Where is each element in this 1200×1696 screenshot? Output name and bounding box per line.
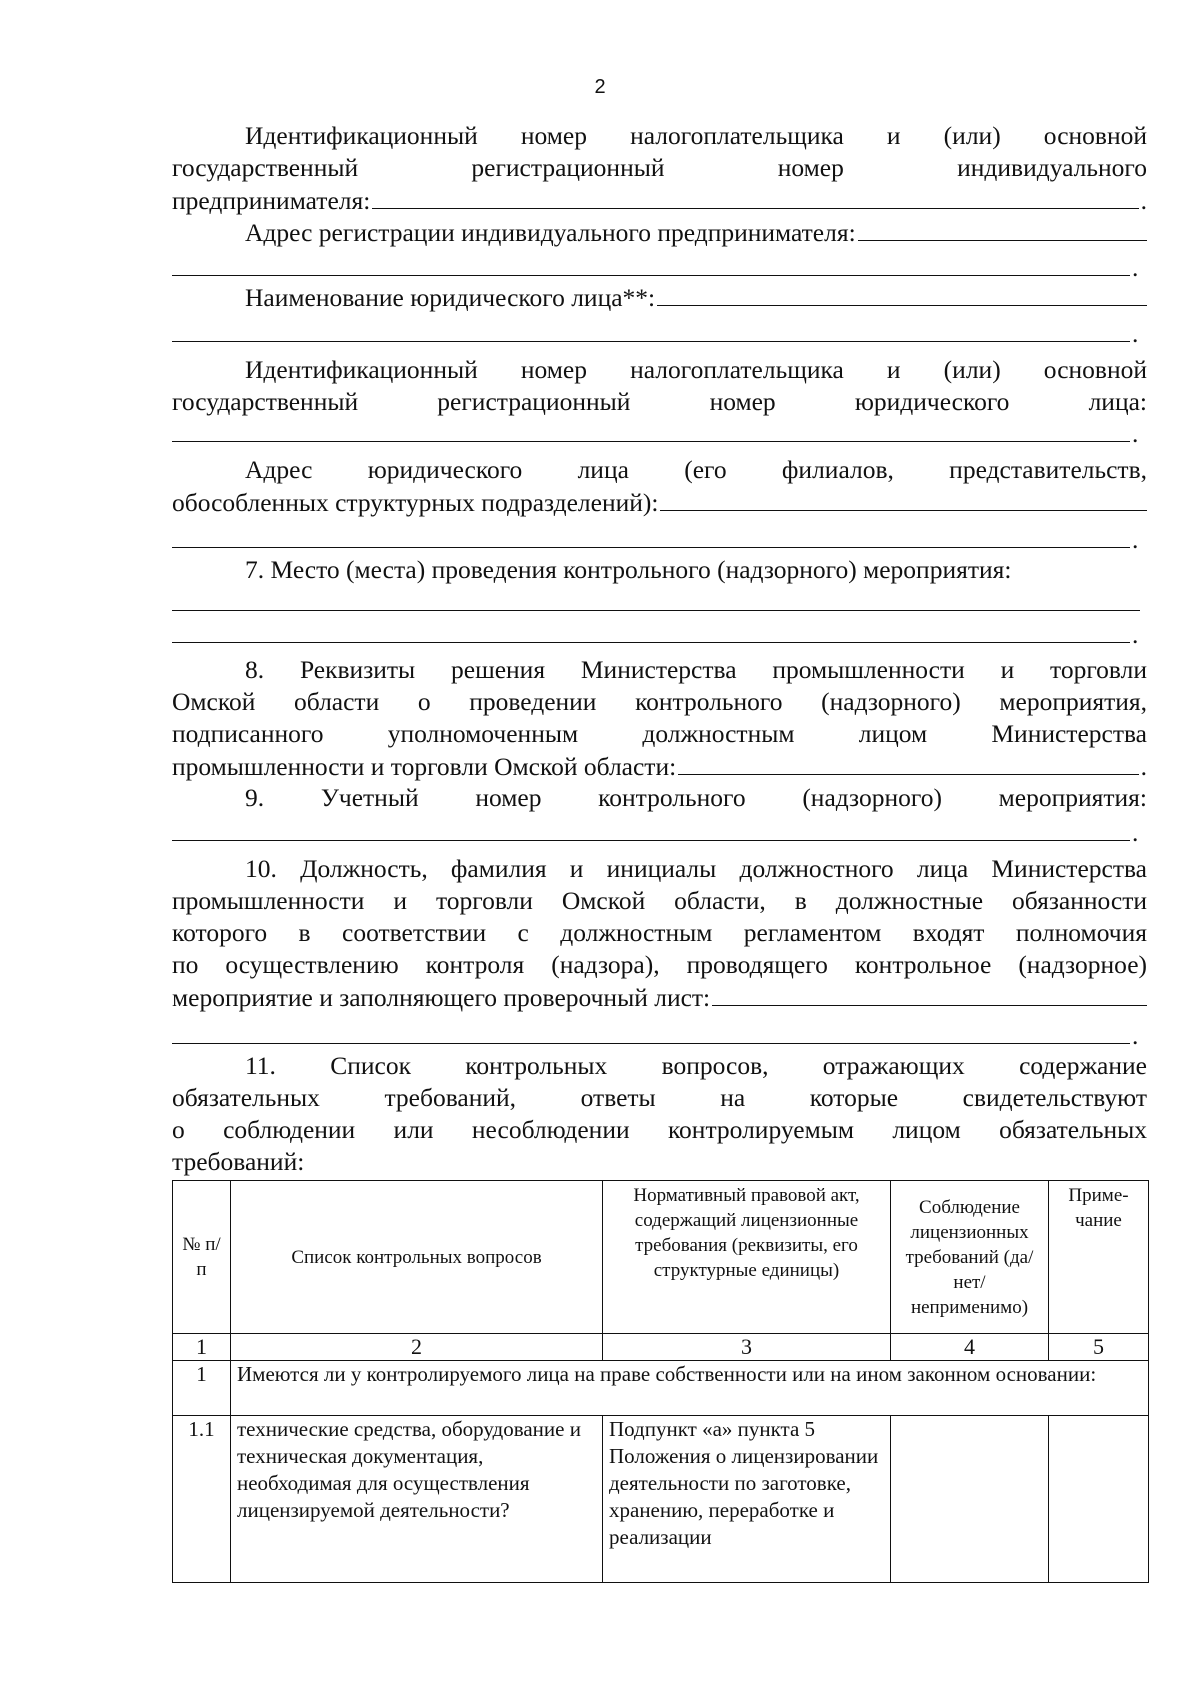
period: . (1132, 253, 1139, 282)
table-header-row (173, 1181, 1149, 1334)
item-7-blank-2[interactable] (172, 642, 1130, 643)
item-11-label-line1: 11. Список контрольных вопросов, отражающих содержание (245, 1051, 1147, 1080)
le-name-blank-2[interactable] (172, 341, 1130, 342)
period: . (1140, 752, 1147, 781)
ie-inn-label-line2: государственный регистрационный номер индивидуального (172, 153, 1147, 182)
column-number: 4 (891, 1334, 1049, 1361)
period: . (1132, 419, 1139, 448)
section-num: 1 (173, 1361, 231, 1416)
item-11-label-line4: требований: (172, 1147, 305, 1176)
item-8-field[interactable] (172, 750, 1147, 782)
le-name-blank-1[interactable] (657, 281, 1147, 306)
ie-inn-field[interactable] (172, 184, 1147, 216)
ie-address-blank-1[interactable] (858, 216, 1147, 241)
column-number: 2 (231, 1334, 603, 1361)
checklist-table (172, 1180, 1149, 1583)
item-8-blank[interactable] (678, 750, 1138, 775)
le-address-field[interactable] (172, 486, 1147, 518)
ie-inn-label-line3: предпринимателя: (172, 186, 371, 215)
item-10-blank-1[interactable] (712, 981, 1147, 1006)
item-10-field[interactable] (172, 981, 1147, 1013)
item-7-blank-1[interactable] (172, 610, 1140, 611)
header-compliance: Соблюдение лицензионных требований (да/нет/ неприменимо) (891, 1181, 1049, 1334)
ie-address-field[interactable] (245, 216, 1147, 248)
section-row (173, 1361, 1149, 1416)
item-8-label-line2: Омской области о проведении контрольного (надзорного) мероприятия, (172, 687, 1147, 716)
period: . (1132, 319, 1139, 348)
header-num: № п/п (173, 1181, 231, 1334)
item-8-label-line4: промышленности и торговли Омской области: (172, 752, 677, 781)
item-10-label-line1: 10. Должность, фамилия и инициалы должностного лица Министерства (245, 854, 1147, 883)
le-inn-blank[interactable] (172, 441, 1130, 442)
item-9-label: 9. Учетный номер контрольного (надзорного) мероприятия: (245, 783, 1147, 812)
item-10-label-line3: которого в соответствии с должностным регламентом входят полномочия (172, 918, 1147, 947)
item-11-label-line3: о соблюдении или несоблюдении контролируемым лицом обязательных (172, 1115, 1147, 1144)
row-act: Подпункт «а» пункта 5 Положения о лицензировании деятельности по заготовке, хранению, переработке и реализации (603, 1416, 891, 1583)
row-question: технические средства, оборудование и техническая документация, необходимая для осуществления лицензируемой деятельности? (231, 1416, 603, 1583)
le-inn-label-line2: государственный регистрационный номер юридического лица: (172, 387, 1147, 416)
le-address-blank-2[interactable] (172, 547, 1130, 548)
table-row (173, 1416, 1149, 1583)
period: . (1132, 1021, 1139, 1050)
column-number: 1 (173, 1334, 231, 1361)
ie-address-label: Адрес регистрации индивидуального предпринимателя: (245, 218, 856, 247)
le-name-label: Наименование юридического лица**: (245, 283, 656, 312)
ie-inn-label-line1: Идентификационный номер налогоплательщика и (или) основной (245, 121, 1147, 150)
item-10-label-line2: промышленности и торговли Омской области, в должностные обязанности (172, 886, 1147, 915)
le-address-blank-1[interactable] (660, 486, 1147, 511)
header-act: Нормативный правовой акт, содержащий лицензионные требования (реквизиты, его структурные единицы) (603, 1181, 891, 1334)
column-number: 5 (1049, 1334, 1149, 1361)
item-8-label-line1: 8. Реквизиты решения Министерства промышленности и торговли (245, 655, 1147, 684)
column-number: 3 (603, 1334, 891, 1361)
item-10-label-line5: мероприятие и заполняющего проверочный лист: (172, 983, 711, 1012)
row-compliance-cell[interactable] (891, 1416, 1049, 1583)
row-num: 1.1 (173, 1416, 231, 1583)
page-number: 2 (594, 76, 606, 98)
ie-inn-blank[interactable] (372, 184, 1138, 209)
header-questions: Список контрольных вопросов (231, 1181, 603, 1334)
item-11-label-line2: обязательных требований, ответы на которые свидетельствуют (172, 1083, 1147, 1112)
period: . (1132, 525, 1139, 554)
period: . (1132, 620, 1139, 649)
period: . (1132, 818, 1139, 847)
le-address-label-line2: обособленных структурных подразделений): (172, 488, 659, 517)
item-8-label-line3: подписанного уполномоченным должностным лицом Министерства (172, 719, 1147, 748)
section-text: Имеются ли у контролируемого лица на праве собственности или на ином законном основании: (231, 1361, 1149, 1416)
item-7-label: 7. Место (места) проведения контрольного (надзорного) мероприятия: (245, 555, 1012, 584)
ie-address-blank-2[interactable] (172, 275, 1130, 276)
le-inn-label-line1: Идентификационный номер налогоплательщика и (или) основной (245, 355, 1147, 384)
header-note: Приме- чание (1049, 1181, 1149, 1334)
item-10-blank-2[interactable] (172, 1043, 1130, 1044)
item-9-blank[interactable] (172, 840, 1130, 841)
row-note-cell[interactable] (1049, 1416, 1149, 1583)
column-number-row (173, 1334, 1149, 1361)
item-10-label-line4: по осуществлению контроля (надзора), проводящего контрольное (надзорное) (172, 950, 1147, 979)
le-address-label-line1: Адрес юридического лица (его филиалов, представительств, (245, 455, 1147, 484)
le-name-field[interactable] (245, 281, 1147, 313)
period: . (1140, 186, 1147, 215)
